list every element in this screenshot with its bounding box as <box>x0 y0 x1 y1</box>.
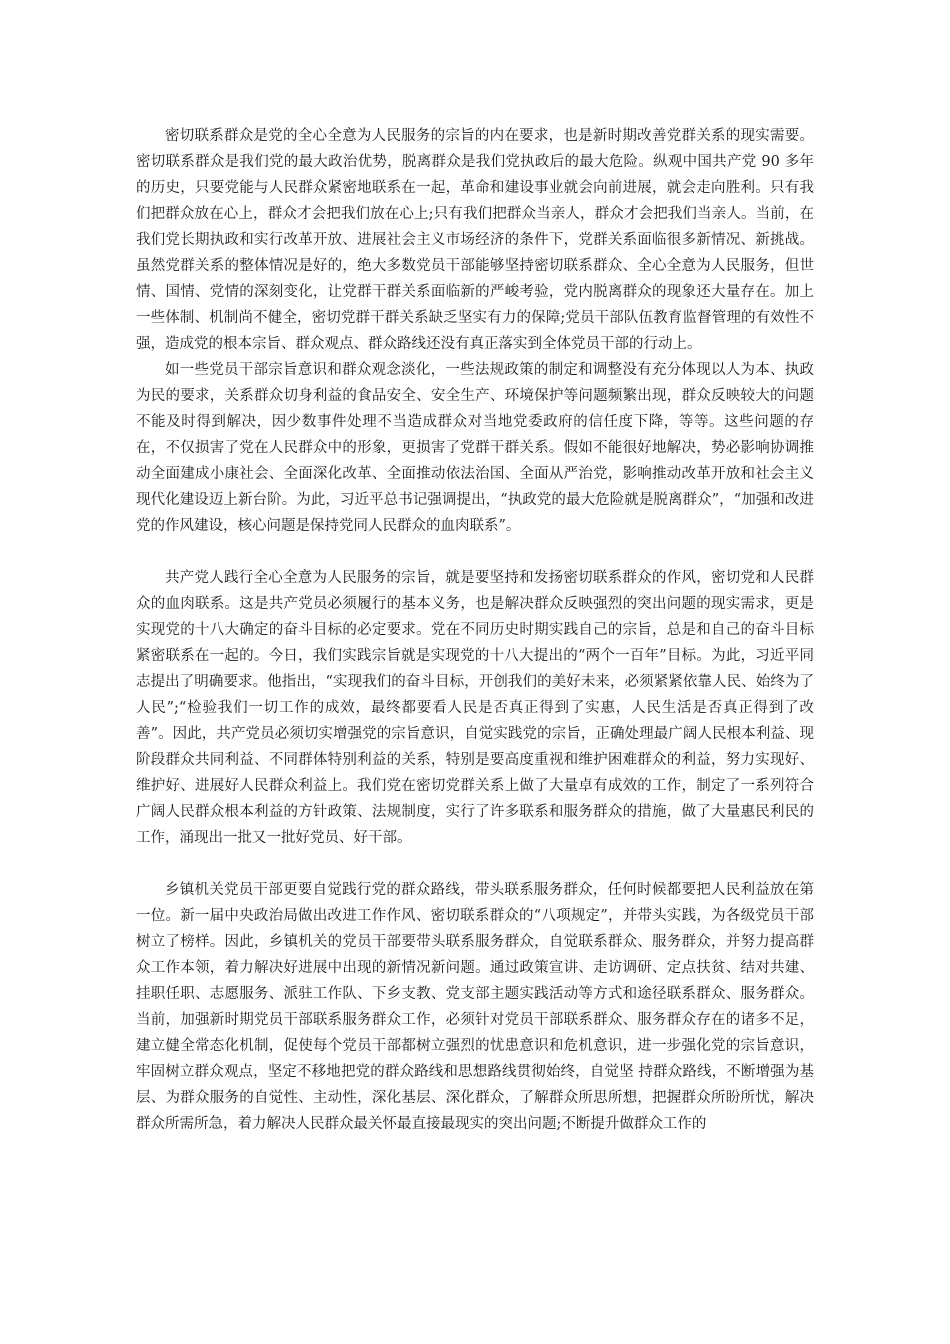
paragraph-2: 如一些党员干部宗旨意识和群众观念淡化，一些法规政策的制定和调整没有充分体现以人为本、执政为民的要求，关系群众切身利益的食品安全、安全生产、环境保护等问题频繁出现，群众反映较大的问题不能及时得到解决，因少数事件处理不当造成群众对当地党委政府的信任度下降，等等。这些问题的存在，不仅损害了党在人民群众中的形象，更损害了党群干群关系。假如不能很好地解决，势必影响协调推动全面建成小康社会、全面深化改革、全面推动依法治国、全面从严治党，影响推动改革开放和社会主义现代化建设迈上新台阶。为此，习近平总书记强调提出，“执政党的最大危险就是脱离群众”，“加强和改进党的作风建设，核心问题是保持党同人民群众的血肉联系”。 <box>136 362 815 534</box>
document-body <box>136 123 814 1137</box>
paragraph-1: 密切联系群众是党的全心全意为人民服务的宗旨的内在要求，也是新时期改善党群关系的现实需要。密切联系群众是我们党的最大政治优势，脱离群众是我们党执政后的最大危险。纵观中国共产党 90 多年的历史，只要党能与人民群众紧密地联系在一起，革命和建设事业就会向前进展，就会走向胜利。只有我们把群众放在心上，群众才会把我们放在心上;只有我们把群众当亲人，群众才会把我们当亲人。当前，在我们党长期执政和实行改革开放、进展社会主义市场经济的条件下，党群关系面临很多新情况、新挑战。虽然党群关系的整体情况是好的，绝大多数党员干部能够坚持密切联系群众、全心全意为人民服务，但世情、国情、党情的深刻变化，让党群干群关系面临新的严峻考验，党内脱离群众的现象还大量存在。加上一些体制、机制尚不健全，密切党群干群关系缺乏坚实有力的保障;党员干部队伍教育监督管理的有效性不强，造成党的根本宗旨、群众观点、群众路线还没有真正落实到全体党员干部的行动上。 <box>136 128 814 352</box>
paragraph-spacer <box>136 851 814 877</box>
paragraph-spacer <box>136 539 814 565</box>
paragraph-3: 共产党人践行全心全意为人民服务的宗旨，就是要坚持和发扬密切联系群众的作风，密切党和人民群众的血肉联系。这是共产党员必须履行的基本义务，也是解决群众反映强烈的突出问题的现实需求，更是实现党的十八大确定的奋斗目标的必定要求。党在不同历史时期实践自己的宗旨，总是和自己的奋斗目标紧密联系在一起的。今日，我们实践宗旨就是实现党的十八大提出的“两个一百年”目标。为此，习近平同志提出了明确要求。他指出，“实现我们的奋斗目标，开创我们的美好未来，必须紧紧依靠人民、始终为了人民”;“检验我们一切工作的成效，最终都要看人民是否真正得到了实惠，人民生活是否真正得到了改善”。因此，共产党员必须切实增强党的宗旨意识，自觉实践党的宗旨，正确处理最广阔人民根本利益、现阶段群众共同利益、不同群体特别利益的关系，特别是要高度重视和维护困难群众的利益，努力实现好、维护好、进展好人民群众利益上。我们党在密切党群关系上做了大量卓有成效的工作，制定了一系列符合广阔人民群众根本利益的方针政策、法规制度，实行了许多联系和服务群众的措施，做了大量惠民利民的工作，涌现出一批又一批好党员、好干部。 <box>136 570 814 846</box>
paragraph-4: 乡镇机关党员干部更要自觉践行党的群众路线，带头联系服务群众，任何时候都要把人民利益放在第一位。新一届中央政治局做出改进工作作风、密切联系群众的“八项规定”，并带头实践，为各级党员干部树立了榜样。因此，乡镇机关的党员干部要带头联系服务群众，自觉联系群众、服务群众，并努力提高群众工作本领，着力解决好进展中出现的新情况新问题。通过政策宣讲、走访调研、定点扶贫、结对共建、挂职任职、志愿服务、派驻工作队、下乡支教、党支部主题实践活动等方式和途径联系群众、服务群众。当前，加强新时期党员干部联系服务群众工作，必须针对党员干部联系群众、服务群众存在的诸多不足，建立健全常态化机制，促使每个党员干部都树立强烈的忧患意识和危机意识，进一步强化党的宗旨意识，牢固树立群众观点，坚定不移地把党的群众路线和思想路线贯彻始终，自觉坚 持群众路线，不断增强为基层、为群众服务的自觉性、主动性，深化基层、深化群众，了解群众所思所想，把握群众所盼所忧，解决群众所需所急，着力解决人民群众最关怀最直接最现实的突出问题;不断提升做群众工作的 <box>136 882 814 1132</box>
